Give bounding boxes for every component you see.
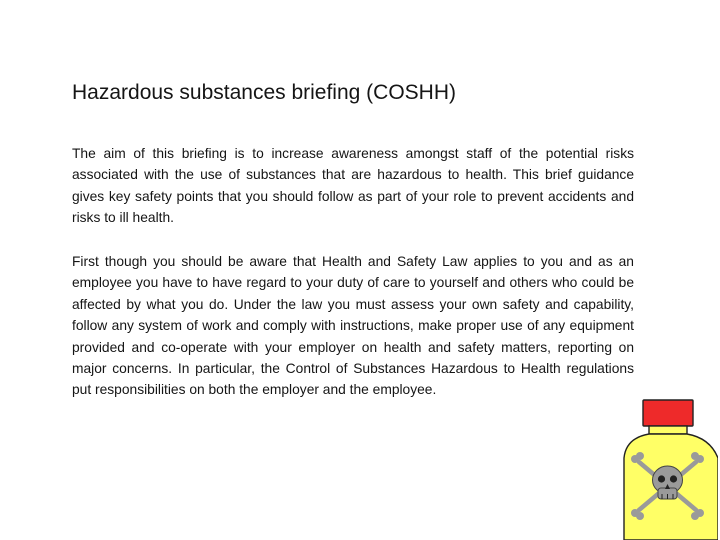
poison-bottle-icon xyxy=(618,398,718,540)
bottle-neck xyxy=(649,426,687,434)
page-title: Hazardous substances briefing (COSHH) xyxy=(72,81,456,104)
bottle-lid xyxy=(643,400,693,426)
law-paragraph: First though you should be aware that Health and Safety Law applies to you and as an employee you have to have regard to your duty of care to yourself and others who could be affected by what you do. Under the law you must assess your own safety and capability, follow any system of work and comply with instructions, make proper use of any equipment provided and co-operate with your employer on health and safety matters, reporting on major concerns. In particular, the Control of Substances Hazardous to Health regulations put responsibilities on both the employer and the employee. xyxy=(72,254,634,398)
intro-paragraph: The aim of this briefing is to increase awareness amongst staff of the potential risks associated with the use of substances that are hazardous to health. This brief guidance gives key safety points that you should follow as part of your role to prevent accidents and risks to ill health. xyxy=(72,146,634,226)
